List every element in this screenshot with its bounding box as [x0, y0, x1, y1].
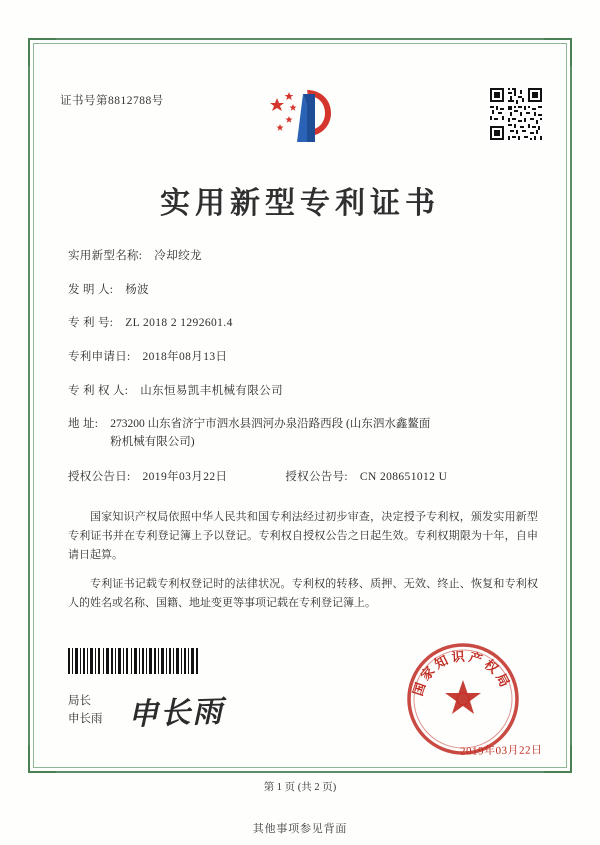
field-value: 273200 山东省济宁市泗水县泗河办泉沿路西段 (山东泗水鑫鳌面粉机械有限公司) — [110, 418, 431, 449]
director-name-label: 申长雨 — [68, 713, 103, 726]
field-value: ZL 2018 2 1292601.4 — [125, 317, 233, 330]
svg-text:国家知识产权局: 国家知识产权局 — [410, 648, 514, 698]
field-label: 发 明 人: — [68, 283, 114, 296]
page-title: 实用新型专利证书 — [160, 187, 440, 220]
corner-ornament-top-right — [544, 38, 572, 66]
field-application-date — [68, 349, 540, 366]
field-list — [68, 248, 540, 503]
field-inventor — [68, 282, 540, 299]
field-grant-row — [68, 469, 540, 486]
grant-number-value: CN 208651012 U — [359, 470, 448, 483]
official-seal-icon — [404, 640, 522, 758]
field-patentee — [68, 383, 540, 400]
field-address — [68, 416, 540, 452]
director-role-label: 局长 — [68, 695, 91, 707]
corner-ornament-bottom-left — [28, 745, 56, 773]
legal-paragraph-1: 国家知识产权局依照中华人民共和国专利法经过初步审查，决定授予专利权，颁发实用新型专利证书并在专利登记簿上予以登记。专利权自授权公告之日起生效。专利权期限为十年，自申请日起算。 — [68, 511, 538, 561]
field-value: 2018年08月13日 — [142, 351, 228, 364]
field-label: 专 利 号: — [68, 317, 114, 330]
field-value: 杨波 — [125, 283, 150, 296]
handwritten-signature: 申长雨 — [127, 695, 225, 732]
corner-ornament-top-left — [28, 38, 56, 66]
grant-date-value: 2019年03月22日 — [142, 470, 228, 483]
certificate-number: 证书号第8812788号 — [60, 95, 164, 107]
signature-block — [68, 692, 103, 729]
field-label: 地 址: — [68, 418, 99, 431]
qr-code-icon — [488, 86, 544, 142]
field-value: 山东恒易凯丰机械有限公司 — [140, 384, 284, 397]
field-patent-number — [68, 315, 540, 332]
grant-date-label: 授权公告日: — [68, 470, 131, 483]
seal-date: 2019年03月22日 — [459, 744, 543, 758]
page-number: 第 1 页 (共 2 页) — [263, 782, 337, 793]
field-utility-model-name — [68, 248, 540, 265]
barcode-icon — [68, 648, 198, 674]
field-value: 冷却绞龙 — [154, 250, 202, 262]
cnipa-logo-icon — [263, 86, 341, 148]
grant-number-label: 授权公告号: — [285, 470, 348, 483]
field-label: 专 利 权 人: — [68, 384, 129, 397]
field-label: 专利申请日: — [68, 351, 131, 364]
field-label: 实用新型名称: — [68, 250, 143, 262]
footer-note: 其他事项参见背面 — [252, 823, 348, 835]
legal-text — [68, 508, 538, 623]
legal-paragraph-2: 专利证书记载专利权登记时的法律状况。专利权的转移、质押、无效、终止、恢复和专利权人的姓名或名称、国籍、地址变更等事项记载在专利登记簿上。 — [68, 577, 538, 609]
corner-ornament-bottom-right — [544, 745, 572, 773]
